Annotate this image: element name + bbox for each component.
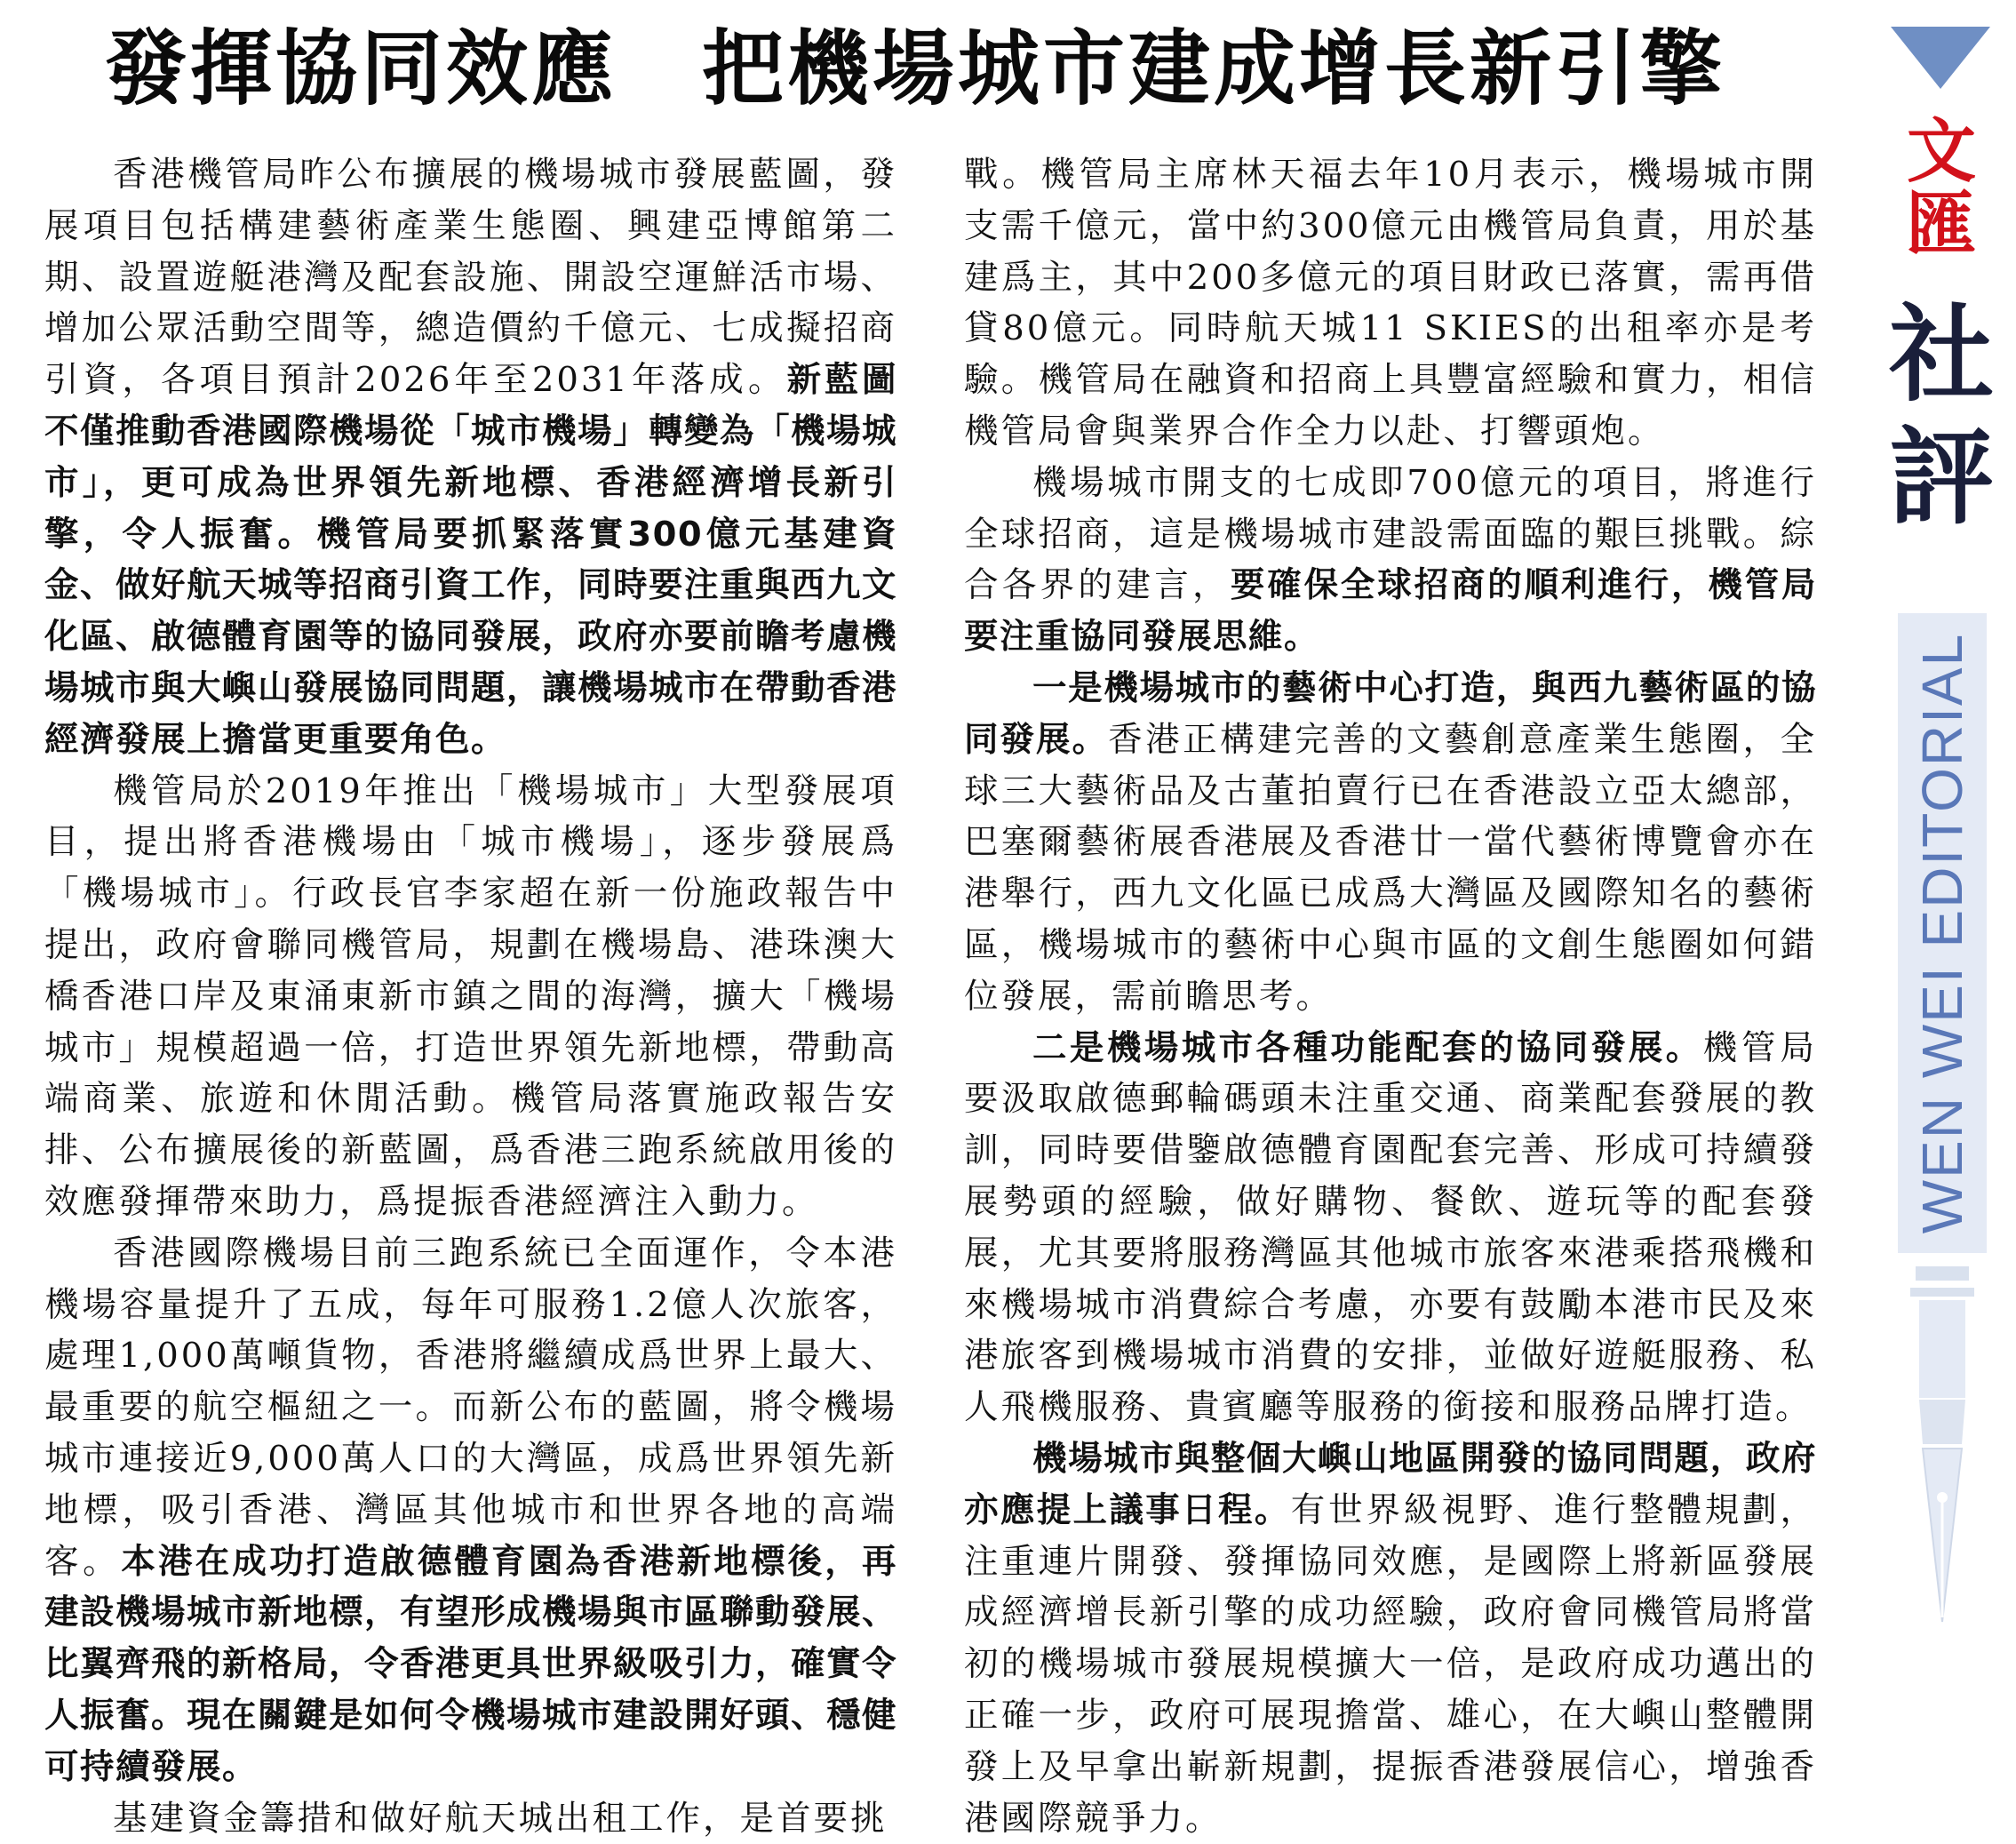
paragraph (44, 1228, 897, 1793)
emphasis-text: 要確保全球招商的順利進行，機管局要注重協同發展思維。 (964, 565, 1817, 657)
article-right-column (964, 149, 1817, 1844)
english-label: WEN WEI EDITORIAL (1909, 633, 1975, 1233)
english-label-band (1898, 613, 1987, 1253)
paragraph (964, 1023, 1817, 1433)
emphasis-text: 一是機場城市的藝術中心打造，與西九藝術區的協同發展。 (964, 668, 1817, 760)
emphasis-text: 本港在成功打造啟德體育園為香港新地標後，再建設機場城市新地標，有望形成機場與市區聯動發展、比翼齊飛的新格局，令香港更具世界級吸引力，確實令人振奮。現在關鍵是如何令機場城市建設開好頭、穩健可持續發展。 (44, 1542, 897, 1787)
editorial-sidebar (1884, 18, 1999, 1795)
emphasis-text: 二是機場城市各種功能配套的協同發展。 (1032, 1028, 1703, 1068)
section-char: 評 (1884, 416, 1999, 539)
paragraph-text: 機管局要汲取啟德郵輪碼頭未注重交通、商業配套發展的教訓，同時要借鑒啟德體育園配套完善、形成可持續發展勢頭的經驗，做好購物、餐飲、遊玩等的配套發展，尤其要將服務灣區其他城市旅客來港乘搭飛機和來機場城市消費綜合考慮，亦要有鼓勵本港市民及來港旅客到機場城市消費的安排，並做好遊艇服務、私人飛機服務、貴賓廳等服務的銜接和服務品牌打造。 (964, 1028, 1817, 1428)
brand-char: 匯 (1884, 188, 1999, 261)
paragraph (44, 1793, 897, 1844)
paragraph-continued (964, 149, 1817, 458)
headline: 發揮協同效應 把機場城市建成增長新引擎 (0, 16, 1830, 123)
paragraph (964, 458, 1817, 663)
paragraph (964, 1433, 1817, 1844)
paragraph (964, 663, 1817, 1023)
paragraph-text: 基建資金籌措和做好航天城出租工作，是首要挑 (113, 1799, 888, 1839)
paragraph (44, 149, 897, 766)
paragraph-text: 香港正構建完善的文藝創意產業生態圈，全球三大藝術品及古董拍賣行已在香港設立亞太總部，巴塞爾藝術展香港展及香港廿一當代藝術博覽會亦在港舉行，西九文化區已成爲大灣區及國際知名的藝術區，機場城市的藝術中心與市區的文創生態圈如何錯位發展，需前瞻思考。 (964, 720, 1817, 1017)
paragraph-text: 機場城市開支的七成即700億元的項目，將進行全球招商，這是機場城市建設需面臨的艱巨挑戰。綜合各界的建言， (964, 463, 1817, 606)
paragraph-text: 香港國際機場目前三跑系統已全面運作，令本港機場容量提升了五成，每年可服務1.2億人次旅客，處理1,000萬噸貨物，香港將繼續成爲世界上最大、最重要的航空樞紐之一。而新公布的藍圖，將令機場城市連接近9,000萬人口的大灣區，成爲世界領先新地標，吸引香港、灣區其他城市和世界各地的高端客。 (44, 1233, 897, 1582)
paragraph-text: 有世界級視野、進行整體規劃，注重連片開發、發揮協同效應，是國際上將新區發展成經濟增長新引擎的成功經驗，政府會同機管局將當初的機場城市發展規模擴大一倍，是政府成功邁出的正確一步，政府可展現擔當、雄心，在大嶼山整體開發上及早拿出嶄新規劃，提振香港發展信心，增強香港國際競爭力。 (964, 1490, 1817, 1839)
fountain-pen-icon (1900, 1266, 1985, 1640)
section-title (1884, 293, 1999, 539)
paragraph-text: 戰。機管局主席林天福去年10月表示，機場城市開支需千億元，當中約300億元由機管局負責，用於基建爲主，其中200多億元的項目財政已落實，需再借貸80億元。同時航天城11 SKIES的出租率亦是考驗。機管局在融資和招商上具豐富經驗和實力，相信機管局會與業界合作全力以赴、打響頭炮。 (964, 155, 1817, 451)
emphasis-text: 機場城市與整個大嶼山地區開發的協同問題，政府亦應提上議事日程。 (964, 1439, 1817, 1530)
paragraph-text: 香港機管局昨公布擴展的機場城市發展藍圖，發展項目包括構建藝術產業生態圈、興建亞博館第二期、設置遊艇港灣及配套設施、開設空運鮮活市場、增加公眾活動空間等，總造價約千億元、七成擬招商引資，各項目預計2026年至2031年落成。 (44, 155, 897, 400)
brand-char: 文 (1884, 116, 1999, 188)
emphasis-text: 新藍圖不僅推動香港國際機場從「城市機場」轉變為「機場城市」，更可成為世界領先新地標、香港經濟增長新引擎，令人振奮。機管局要抓緊落實300億元基建資金、做好航天城等招商引資工作，同時要注重與西九文化區、啟德體育園等的協同發展，政府亦要前瞻考慮機場城市與大嶼山發展協同問題，讓機場城市在帶動香港經濟發展上擔當更重要角色。 (44, 360, 897, 760)
paragraph-text: 機管局於2019年推出「機場城市」大型發展項目，提出將香港機場由「城市機場」，逐步發展爲「機場城市」。行政長官李家超在新一份施政報告中提出，政府會聯同機管局，規劃在機場島、港珠澳大橋香港口岸及東涌東新市鎮之間的海灣，擴大「機場城市」規模超過一倍，打造世界領先新地標，帶動高端商業、旅遊和休閒活動。機管局落實施政報告安排、公布擴展後的新藍圖，爲香港三跑系統啟用後的效應發揮帶來助力，爲提振香港經濟注入動力。 (44, 771, 897, 1222)
brand-logo (1884, 116, 1999, 261)
paragraph (44, 766, 897, 1228)
article-left-column (44, 149, 897, 1844)
triangle-marker-icon (1891, 27, 1990, 89)
section-char: 社 (1884, 293, 1999, 416)
